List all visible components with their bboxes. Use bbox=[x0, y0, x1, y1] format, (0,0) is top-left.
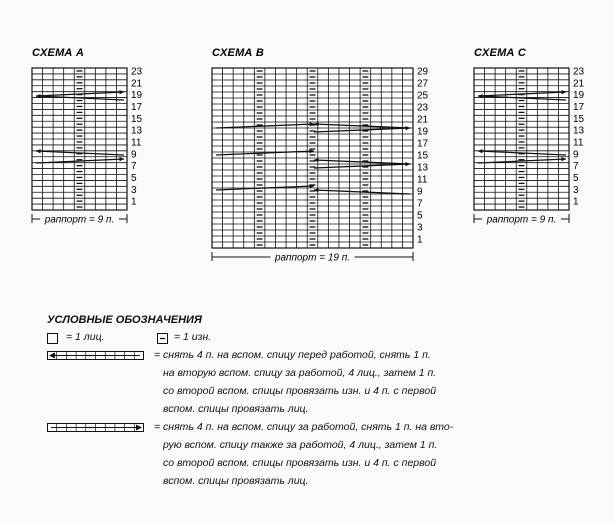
chart-title: СХЕМА А bbox=[32, 47, 84, 59]
rapport-label: раппорт = 9 п. bbox=[44, 214, 115, 226]
row-number-label: 17 bbox=[131, 101, 143, 113]
row-number-label: 7 bbox=[573, 161, 579, 173]
row-number-label: 3 bbox=[417, 222, 423, 234]
legend-cross-right-line-1: = снять 4 п. на вспом. спицу за работой, снять 1 п. на вто- bbox=[154, 421, 454, 433]
row-number-label: 5 bbox=[417, 210, 423, 222]
row-number-label: 21 bbox=[417, 114, 429, 126]
legend-title: УСЛОВНЫЕ ОБОЗНАЧЕНИЯ bbox=[47, 314, 202, 326]
row-number-label: 3 bbox=[131, 184, 137, 196]
legend-cross-right-line-3: со второй вспом. спицы провязать изн. и 4 п. с первой bbox=[163, 457, 437, 469]
row-number-label: 7 bbox=[417, 198, 423, 210]
row-number-label: 17 bbox=[417, 138, 429, 150]
row-number-label: 13 bbox=[417, 162, 429, 174]
row-number-label: 29 bbox=[417, 66, 429, 78]
row-number-label: 15 bbox=[417, 150, 429, 162]
legend-knit-text: = 1 лиц. bbox=[66, 331, 105, 343]
row-number-label: 11 bbox=[417, 174, 428, 186]
row-number-label: 9 bbox=[131, 149, 137, 161]
row-number-label: 15 bbox=[573, 113, 585, 125]
cross-right-symbol-icon bbox=[47, 423, 145, 433]
row-number-label: 11 bbox=[131, 137, 142, 149]
cross-left-symbol-icon bbox=[47, 351, 145, 361]
rapport-label: раппорт = 9 п. bbox=[486, 214, 557, 226]
row-number-label: 1 bbox=[131, 196, 137, 208]
row-number-label: 19 bbox=[131, 90, 143, 102]
row-number-label: 23 bbox=[131, 66, 143, 78]
row-number-label: 9 bbox=[417, 186, 423, 198]
legend-cross-right-line-2: рую вспом. спицу также за работой, 4 лиц., затем 1 п. bbox=[163, 439, 438, 451]
legend-cross-left-line-3: со второй вспом. спицы провязать изн. и 4 п. с первой bbox=[163, 385, 437, 397]
row-number-label: 25 bbox=[417, 90, 429, 102]
row-number-label: 1 bbox=[573, 196, 579, 208]
row-number-label: 3 bbox=[573, 184, 579, 196]
row-number-label: 17 bbox=[573, 101, 585, 113]
row-number-label: 13 bbox=[573, 125, 585, 137]
knit-symbol-icon bbox=[47, 333, 59, 345]
row-number-label: 23 bbox=[417, 102, 429, 114]
row-number-label: 5 bbox=[573, 172, 579, 184]
rapport-label: раппорт = 19 п. bbox=[274, 252, 351, 264]
row-number-label: 11 bbox=[573, 137, 584, 149]
row-number-label: 23 bbox=[573, 66, 585, 78]
row-number-label: 1 bbox=[417, 234, 423, 246]
row-number-label: 19 bbox=[417, 126, 429, 138]
chart-title: СХЕМА С bbox=[474, 47, 526, 59]
row-number-label: 5 bbox=[131, 172, 137, 184]
row-number-label: 15 bbox=[131, 113, 143, 125]
legend-cross-left-line-4: вспом. спицы провязать лиц. bbox=[163, 403, 309, 415]
chart-title: СХЕМА В bbox=[212, 47, 264, 59]
row-number-label: 7 bbox=[131, 161, 137, 173]
legend-purl-text: = 1 изн. bbox=[174, 331, 212, 343]
purl-symbol-icon bbox=[157, 333, 169, 345]
legend-cross-left-line-1: = снять 4 п. на вспом. спицу перед работой, снять 1 п. bbox=[154, 349, 431, 361]
row-number-label: 21 bbox=[131, 78, 143, 90]
row-number-label: 19 bbox=[573, 90, 585, 102]
row-number-label: 13 bbox=[131, 125, 143, 137]
row-number-label: 21 bbox=[573, 78, 585, 90]
legend-cross-left-line-2: на вторую вспом. спицу за работой, 4 лиц., затем 1 п. bbox=[163, 367, 437, 379]
row-number-label: 9 bbox=[573, 149, 579, 161]
legend-cross-right-line-4: вспом. спицы провязать лиц. bbox=[163, 475, 309, 487]
row-number-label: 27 bbox=[417, 78, 429, 90]
